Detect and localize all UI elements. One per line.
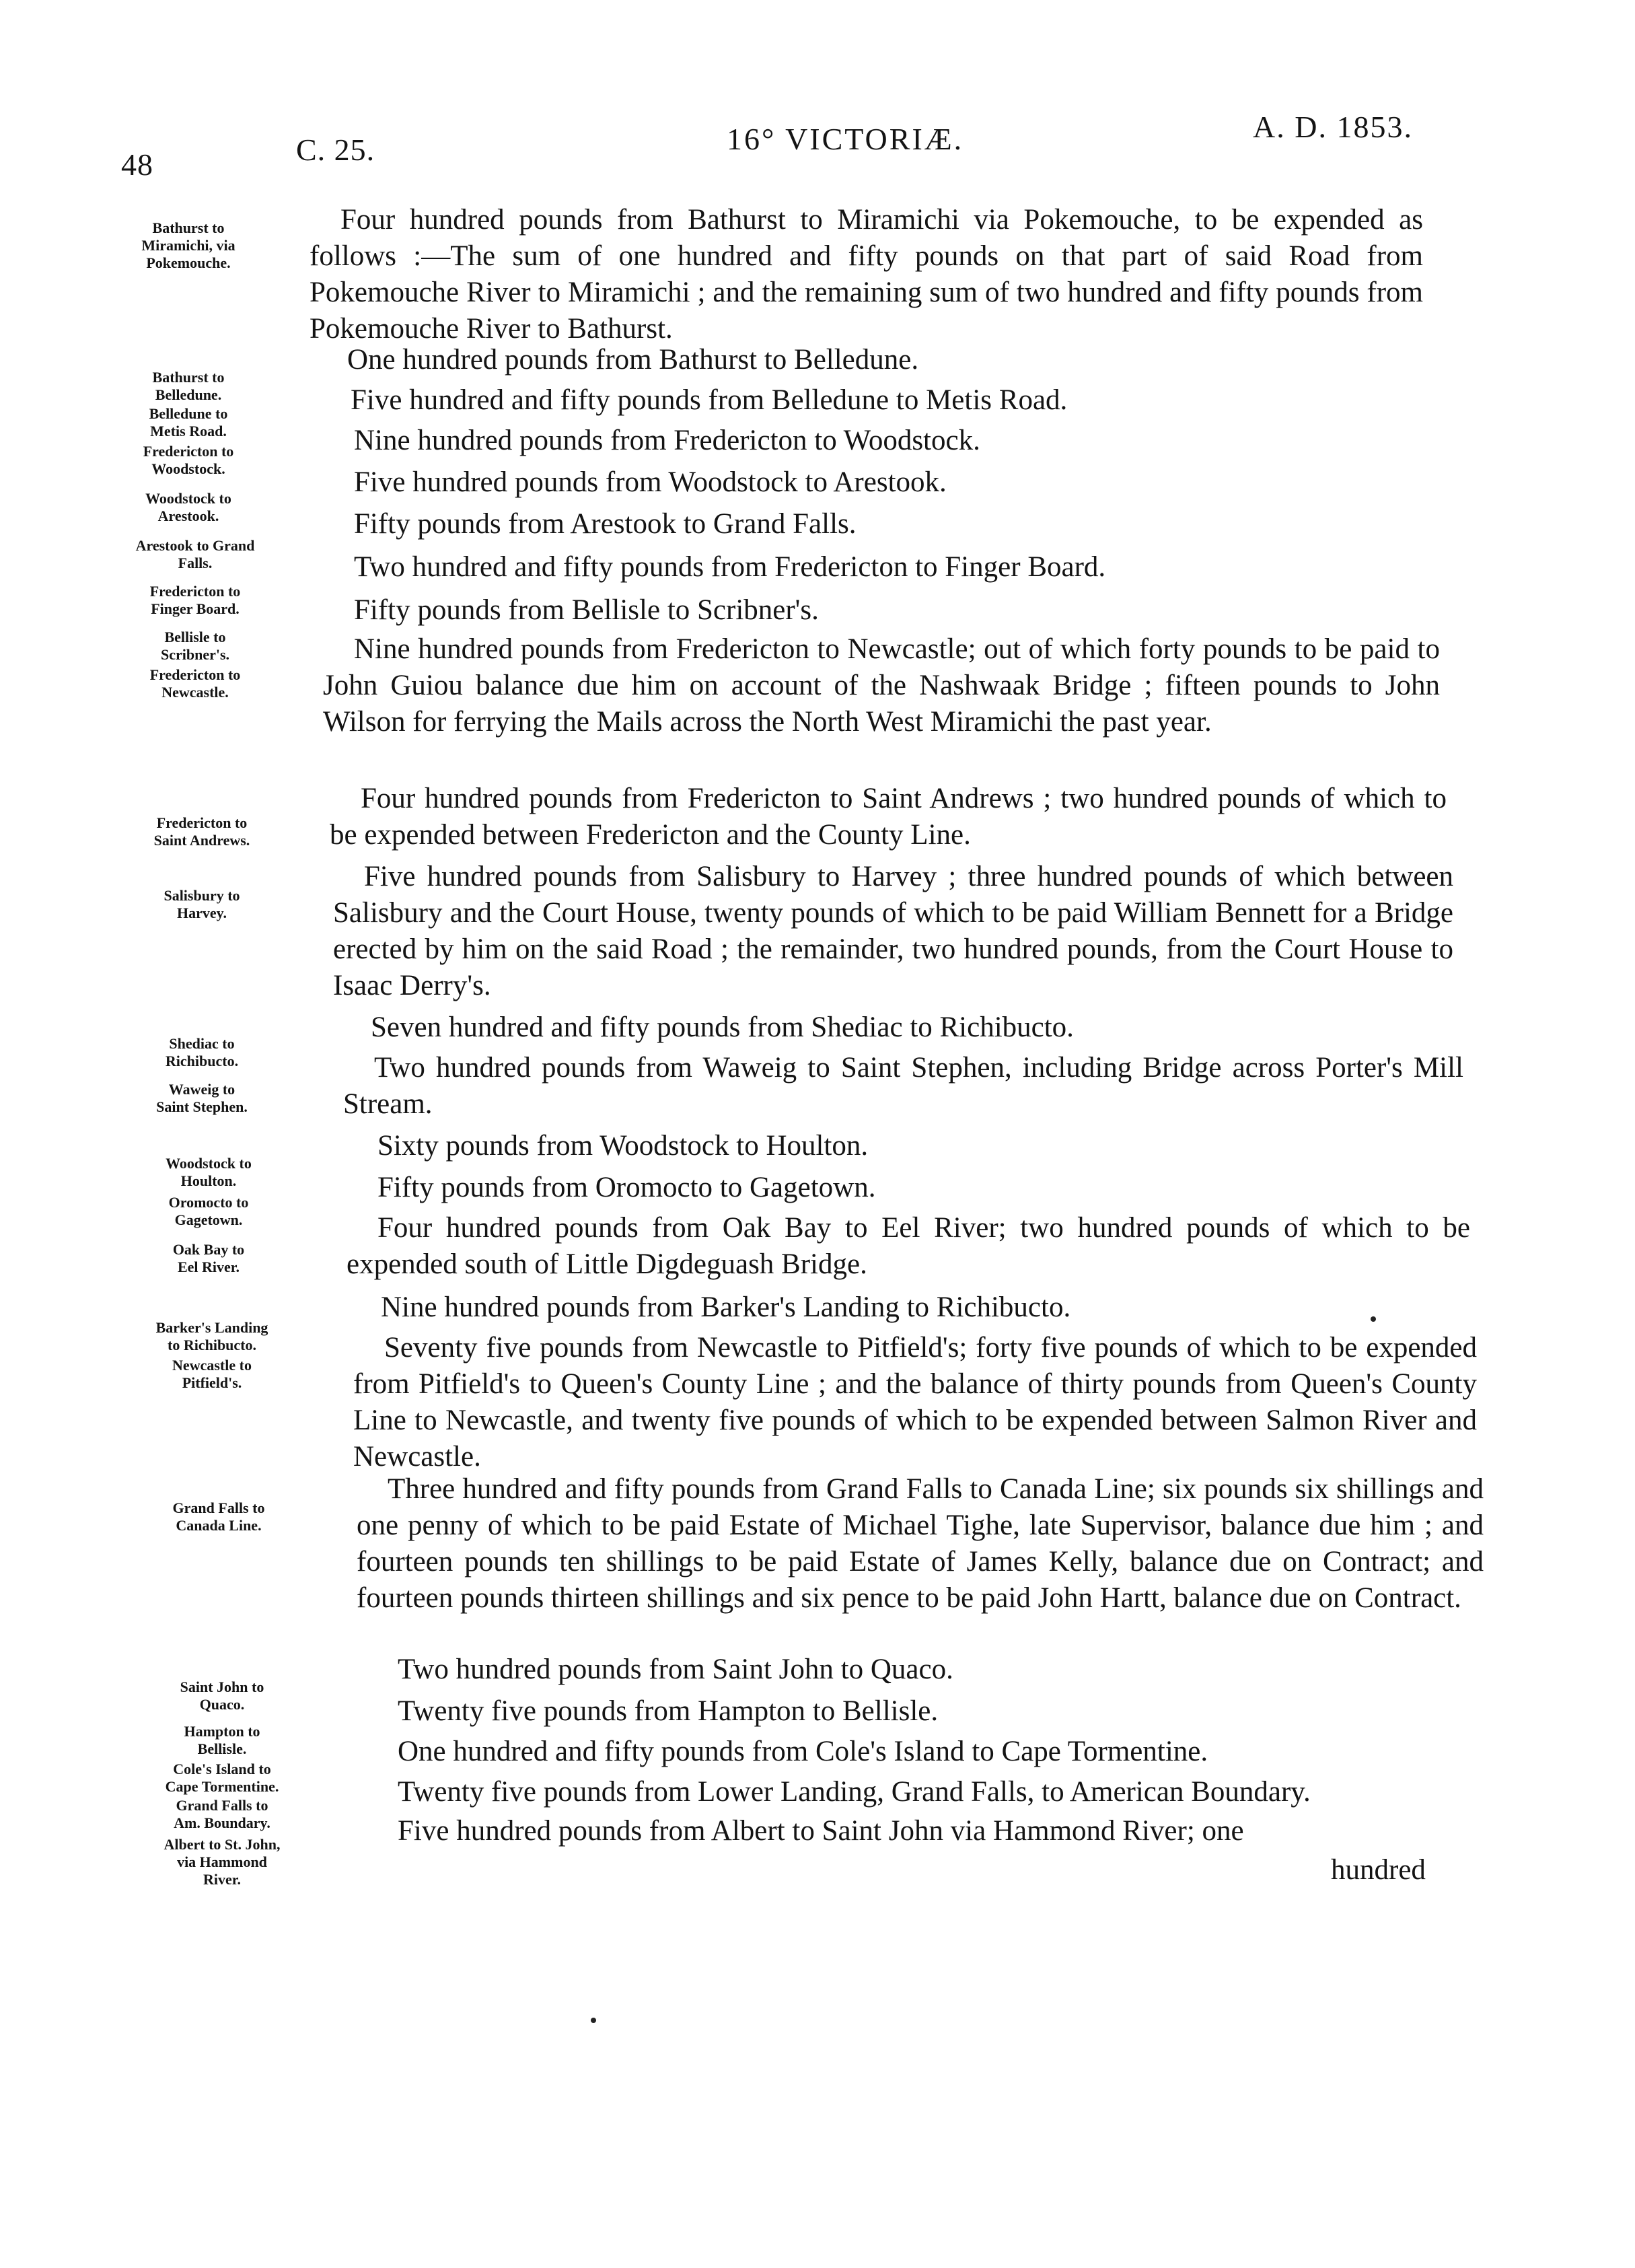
appropriation-paragraph: Five hundred pounds from Salisbury to Harvey ; three hundred pounds of which between Salisbury and the Court House, twenty pounds of which to be paid William Bennett for a Bridge erected by him on the said Road ; the remainder, two hundred pounds, from the Court House to Isaac Derry's. <box>333 861 1453 1001</box>
margin-note: Fredericton to Newcastle. <box>149 666 241 701</box>
margin-note: Bathurst to Belledune. <box>152 369 225 403</box>
margin-note: Fredericton to Finger Board. <box>149 583 241 617</box>
appropriation-paragraph: One hundred pounds from Bathurst to Belledune. <box>347 344 919 376</box>
appropriation-paragraph: Nine hundred pounds from Fredericton to Woodstock. <box>354 425 980 456</box>
chapter-number: C. 25. <box>296 133 375 167</box>
appropriation-paragraph: Five hundred pounds from Albert to Saint John via Hammond River; one <box>398 1815 1244 1847</box>
page-number: 48 <box>121 147 153 182</box>
appropriation-paragraph: Seventy five pounds from Newcastle to Pitfield's; forty five pounds of which to be expended from Pitfield's to Queen's County Line ; and the balance of thirty pounds from Queen's County Line to Newcastle, and twenty five pounds of which to be expended between Salmon River and Newcastle. <box>353 1332 1477 1473</box>
margin-note: Oromocto to Gagetown. <box>168 1194 249 1228</box>
margin-note: Bathurst to Miramichi, via Pokemouche. <box>141 219 235 271</box>
appropriation-paragraph: Fifty pounds from Bellisle to Scribner's. <box>354 594 819 626</box>
appropriation-paragraph: Two hundred pounds from Waweig to Saint Stephen, including Bridge across Porter's Mill Stream. <box>343 1052 1463 1120</box>
margin-note: Fredericton to Saint Andrews. <box>153 814 250 849</box>
appropriation-paragraph: Five hundred and fifty pounds from Belledune to Metis Road. <box>351 384 1068 416</box>
appropriation-paragraph: Seven hundred and fifty pounds from Shediac to Richibucto. <box>371 1012 1074 1043</box>
catchword: hundred <box>1331 1854 1426 1886</box>
print-speck <box>1371 1316 1376 1322</box>
running-title: 16° VICTORIÆ. <box>727 122 964 156</box>
appropriation-paragraph: Nine hundred pounds from Fredericton to Newcastle; out of which forty pounds to be paid to John Guiou balance due him on account of the Nashwaak Bridge ; fifteen pounds to John Wilson for ferrying the Mails across the North West Miramichi the past year. <box>323 633 1440 738</box>
year-heading: A. D. 1853. <box>1253 110 1413 144</box>
appropriation-paragraph: Fifty pounds from Oromocto to Gagetown. <box>377 1172 876 1203</box>
print-speck <box>591 2018 596 2023</box>
margin-note: Hampton to Bellisle. <box>184 1723 260 1757</box>
margin-note: Salisbury to Harvey. <box>164 887 240 921</box>
margin-note: Albert to St. John, via Hammond River. <box>164 1836 281 1888</box>
appropriation-paragraph: Two hundred and fifty pounds from Fredericton to Finger Board. <box>354 551 1106 583</box>
margin-note: Grand Falls to Am. Boundary. <box>174 1797 270 1831</box>
margin-note: Cole's Island to Cape Tormentine. <box>165 1761 279 1795</box>
margin-note: Oak Bay to Eel River. <box>172 1241 245 1275</box>
appropriation-paragraph: Two hundred pounds from Saint John to Quaco. <box>398 1654 953 1685</box>
margin-note: Waweig to Saint Stephen. <box>156 1081 248 1115</box>
appropriation-paragraph: Three hundred and fifty pounds from Grand Falls to Canada Line; six pounds six shillings and one penny of which to be paid Estate of Michael Tighe, late Supervisor, balance due him ; and fourteen pounds ten shillings to be paid Estate of James Kelly, balance due on Contract; and fourteen pounds thirteen shillings and six pence to be paid John Hartt, balance due on Contract. <box>357 1473 1484 1614</box>
appropriation-paragraph: Fifty pounds from Arestook to Grand Falls. <box>354 508 857 540</box>
appropriation-paragraph: Nine hundred pounds from Barker's Landing to Richibucto. <box>381 1291 1071 1323</box>
margin-note: Fredericton to Woodstock. <box>143 443 234 477</box>
margin-note: Woodstock to Houlton. <box>166 1155 252 1189</box>
appropriation-paragraph: Four hundred pounds from Fredericton to Saint Andrews ; two hundred pounds of which to be expended between Fredericton and the County Line. <box>330 783 1447 851</box>
margin-note: Newcastle to Pitfield's. <box>172 1357 252 1391</box>
margin-note: Belledune to Metis Road. <box>149 405 228 439</box>
margin-note: Woodstock to Arestook. <box>145 490 231 524</box>
appropriation-paragraph: Sixty pounds from Woodstock to Houlton. <box>377 1130 869 1162</box>
appropriation-paragraph: Four hundred pounds from Bathurst to Miramichi via Pokemouche, to be expended as follows :—The sum of one hundred and fifty pounds on that part of said Road from Pokemouche River to Miramichi ; and the remaining sum of two hundred and fifty pounds from Pokemouche River to Bathurst. <box>310 204 1423 345</box>
appropriation-paragraph: Five hundred pounds from Woodstock to Arestook. <box>354 466 947 498</box>
appropriation-paragraph: Four hundred pounds from Oak Bay to Eel River; two hundred pounds of which to be expended south of Little Digdeguash Bridge. <box>347 1212 1470 1280</box>
margin-note: Grand Falls to Canada Line. <box>172 1499 265 1534</box>
margin-note: Arestook to Grand Falls. <box>135 537 255 571</box>
appropriation-paragraph: One hundred and fifty pounds from Cole's Island to Cape Tormentine. <box>398 1736 1208 1767</box>
appropriation-paragraph: Twenty five pounds from Hampton to Bellisle. <box>398 1695 939 1727</box>
margin-note: Bellisle to Scribner's. <box>160 629 230 663</box>
appropriation-paragraph: Twenty five pounds from Lower Landing, Grand Falls, to American Boundary. <box>398 1776 1311 1808</box>
margin-note: Barker's Landing to Richibucto. <box>155 1319 268 1353</box>
margin-note: Saint John to Quaco. <box>180 1678 264 1713</box>
margin-note: Shediac to Richibucto. <box>165 1035 239 1069</box>
